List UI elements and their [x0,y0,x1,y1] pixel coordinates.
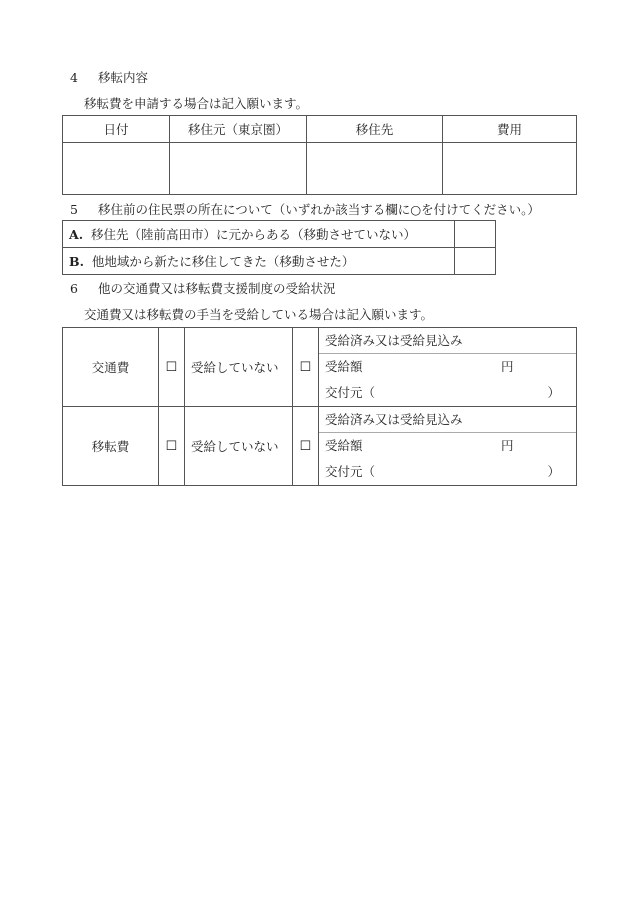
section5-heading [70,200,540,218]
option-b-label: 他地域から新たに移住してきた（移動させた） [91,254,355,269]
issuer-close: ） [547,464,560,479]
residence-options-table [62,220,496,275]
section6-note: 交通費又は移転費の手当を受給している場合は記入願います。 [84,307,434,322]
relocation-table [62,115,577,195]
section6-heading [70,279,335,297]
option-a-label: 移住先（陸前高田市）に元からある（移動させていない） [91,227,417,242]
cell-date[interactable] [63,143,170,195]
section4-heading [70,68,148,86]
received-label: 受給済み又は受給見込み [319,407,576,433]
col-header-destination: 移住先 [307,116,443,143]
section4-note: 移転費を申請する場合は記入願います。 [84,96,309,111]
amount-unit: 円 [501,359,514,374]
checkbox-transport-received[interactable]: ☐ [293,328,319,407]
table-row-relocation [63,407,577,486]
label-transport-none: 受給していない [185,328,293,407]
option-a-mark-cell[interactable] [455,221,496,248]
section5-number: 5 [70,202,78,217]
amount-unit: 円 [501,438,514,453]
section4-number: 4 [70,70,78,85]
cell-destination[interactable] [307,143,443,195]
cell-origin[interactable] [170,143,307,195]
option-b [63,248,455,275]
checkbox-relocation-none[interactable]: ☐ [159,407,185,486]
issuer-close: ） [547,385,560,400]
received-label: 受給済み又は受給見込み [319,328,576,354]
section5-title: 移住前の住民票の所在について（いずれか該当する欄に○を付けてください。） [97,202,540,217]
option-b-mark-cell[interactable] [455,248,496,275]
category-transport: 交通費 [63,328,159,407]
col-header-cost: 費用 [443,116,577,143]
option-a [63,221,455,248]
issuer-line[interactable] [319,380,576,406]
section6-number: 6 [70,281,78,296]
label-relocation-none: 受給していない [185,407,293,486]
detail-relocation [319,407,577,486]
issuer-line[interactable] [319,459,576,485]
amount-line[interactable] [319,433,576,459]
table-row-transport [63,328,577,407]
section4-title: 移転内容 [97,70,148,85]
category-relocation: 移転費 [63,407,159,486]
checkbox-transport-none[interactable]: ☐ [159,328,185,407]
col-header-origin: 移住元（東京圏） [170,116,307,143]
issuer-label: 交付元（ [325,464,376,479]
col-header-date: 日付 [63,116,170,143]
detail-transport [319,328,577,407]
amount-label: 受給額 [325,438,363,453]
section6-title: 他の交通費又は移転費支援制度の受給状況 [97,281,336,296]
option-a-key: A. [69,227,84,242]
amount-label: 受給額 [325,359,363,374]
option-b-key: B. [69,254,84,269]
cell-cost[interactable] [443,143,577,195]
amount-line[interactable] [319,354,576,380]
subsidy-status-table [62,327,577,486]
issuer-label: 交付元（ [325,385,376,400]
checkbox-relocation-received[interactable]: ☐ [293,407,319,486]
